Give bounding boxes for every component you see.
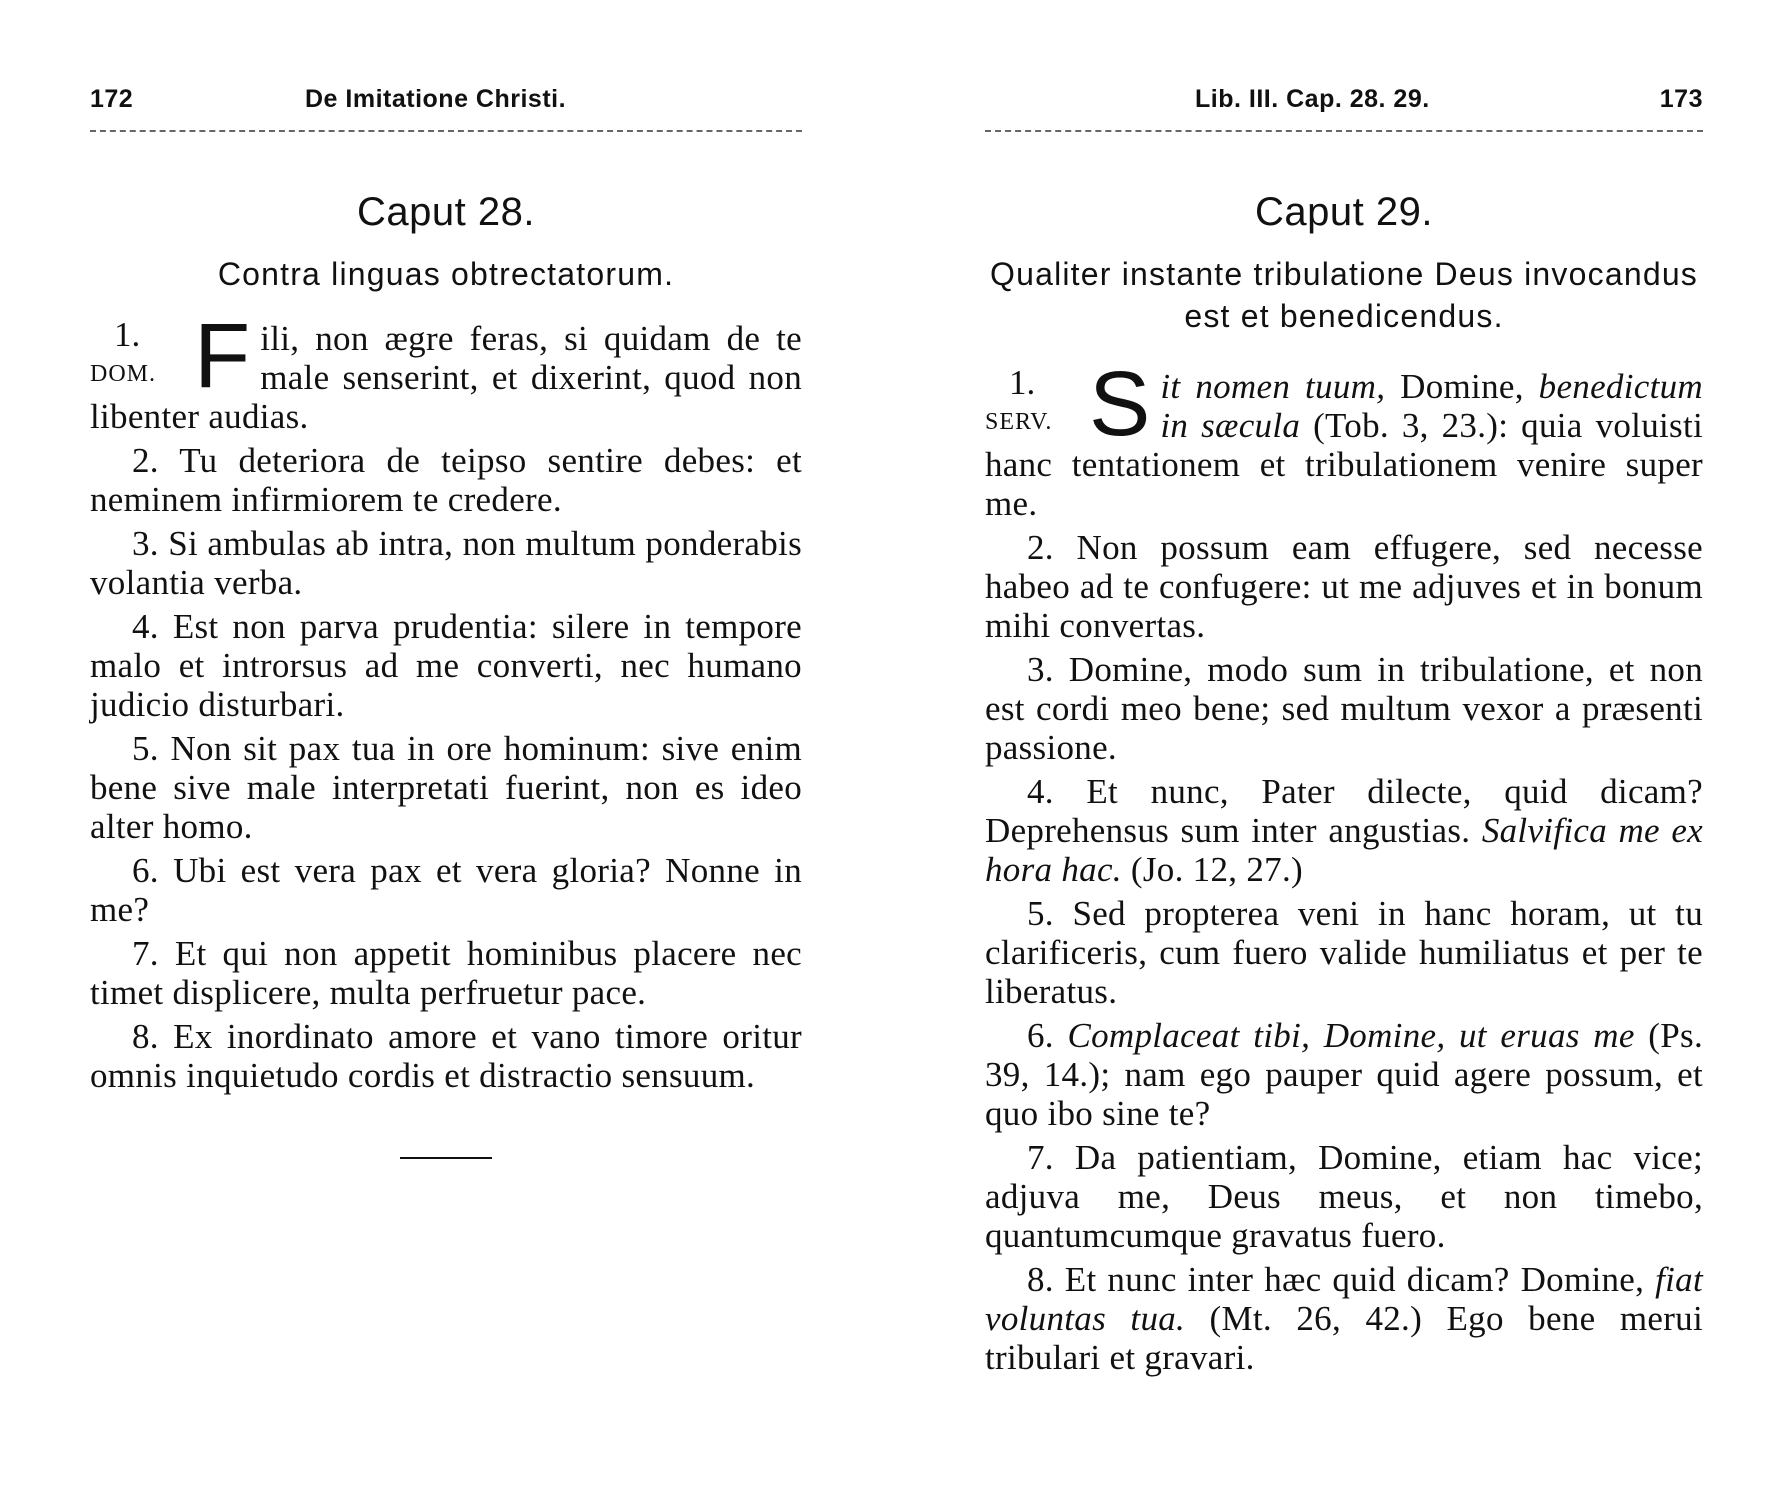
verse-4: 4. Et nunc, Pater dilecte, quid dicam? Deprehensus sum inter angustias. Salvifica me ex hora hac. (Jo. 12, 27.) bbox=[985, 772, 1703, 889]
verse-5: 5. Sed propterea veni in hanc horam, ut tu clarificeris, cum fuero valide humiliatus et per te liberatus. bbox=[985, 894, 1703, 1011]
chapter-subtitle: Contra linguas obtrectatorum. bbox=[217, 256, 675, 292]
page-number: 173 bbox=[1659, 85, 1703, 113]
verse-text: ili, non ægre feras, si quidam de te male senserint, et dixerint, quod non libenter audias. bbox=[90, 319, 802, 436]
page-number: 172 bbox=[90, 85, 134, 113]
verse-7: 7. Da patientiam, Domine, etiam hac vice; adjuva me, Deus meus, et non timebo, quantumcumque gravatus fuero. bbox=[985, 1138, 1703, 1255]
verse-text: it nomen tuum, Domine, benedictum in sæcula (Tob. 3, 23.): quia voluisti hanc tentationem et tribulationem venire super me. bbox=[985, 367, 1703, 523]
verse-label bbox=[985, 363, 1083, 445]
verse-7: 7. Et qui non appetit hominibus placere nec timet displicere, multa perfruetur pace. bbox=[90, 934, 802, 1012]
header-rule bbox=[90, 130, 802, 132]
verse-1 bbox=[90, 305, 802, 441]
verse-4: 4. Est non parva prudentia: silere in tempore malo et introrsus ad me converti, nec humano judicio disturbari. bbox=[90, 607, 802, 724]
verse-label bbox=[90, 315, 188, 397]
running-title: De Imitatione Christi. bbox=[305, 85, 567, 113]
chapter-end-rule bbox=[400, 1157, 492, 1159]
chapter-title: Caput 29. bbox=[1255, 190, 1433, 234]
left-content bbox=[90, 190, 802, 1159]
verse-number: 1. bbox=[114, 315, 141, 354]
running-title: Lib. III. Cap. 28. 29. bbox=[1195, 85, 1430, 113]
verse-1 bbox=[985, 353, 1703, 528]
verse-number: 1. bbox=[1009, 363, 1036, 402]
speaker-label: SERV. bbox=[985, 409, 1053, 435]
verse-8: 8. Et nunc inter hæc quid dicam? Domine, fiat voluntas tua. (Mt. 26, 42.) Ego bene merui tribulari et gravari. bbox=[985, 1260, 1703, 1377]
header-rule bbox=[985, 130, 1703, 132]
verse-6: 6. Ubi est vera pax et vera gloria? Nonne in me? bbox=[90, 851, 802, 929]
verse-8: 8. Ex inordinato amore et vano timore oritur omnis inquietudo cordis et distractio sensuum. bbox=[90, 1017, 802, 1095]
verse-3: 3. Si ambulas ab intra, non multum ponderabis volantia verba. bbox=[90, 524, 802, 602]
chapter-title: Caput 28. bbox=[357, 190, 535, 234]
right-content bbox=[985, 190, 1703, 1382]
drop-cap: F bbox=[194, 305, 251, 407]
left-running-head bbox=[90, 85, 802, 119]
chapter-subtitle: Qualiter instante tribulatione Deus invocandus est et benedicendus. bbox=[989, 256, 1699, 334]
drop-cap: S bbox=[1089, 353, 1151, 455]
verse-2: 2. Tu deteriora de teipso sentire debes: et neminem infirmiorem te credere. bbox=[90, 441, 802, 519]
right-running-head bbox=[985, 85, 1703, 119]
verse-5: 5. Non sit pax tua in ore hominum: sive enim bene sive male interpretati fuerint, non es ideo alter homo. bbox=[90, 729, 802, 846]
speaker-label: DOM. bbox=[90, 361, 157, 387]
verse-2: 2. Non possum eam effugere, sed necesse habeo ad te confugere: ut me adjuves et in bonum mihi convertas. bbox=[985, 528, 1703, 645]
verse-3: 3. Domine, modo sum in tribulatione, et non est cordi meo bene; sed multum vexor a præsenti passione. bbox=[985, 650, 1703, 767]
verse-6: 6. Complaceat tibi, Domine, ut eruas me (Ps. 39, 14.); nam ego pauper quid agere possum, et quo ibo sine te? bbox=[985, 1016, 1703, 1133]
